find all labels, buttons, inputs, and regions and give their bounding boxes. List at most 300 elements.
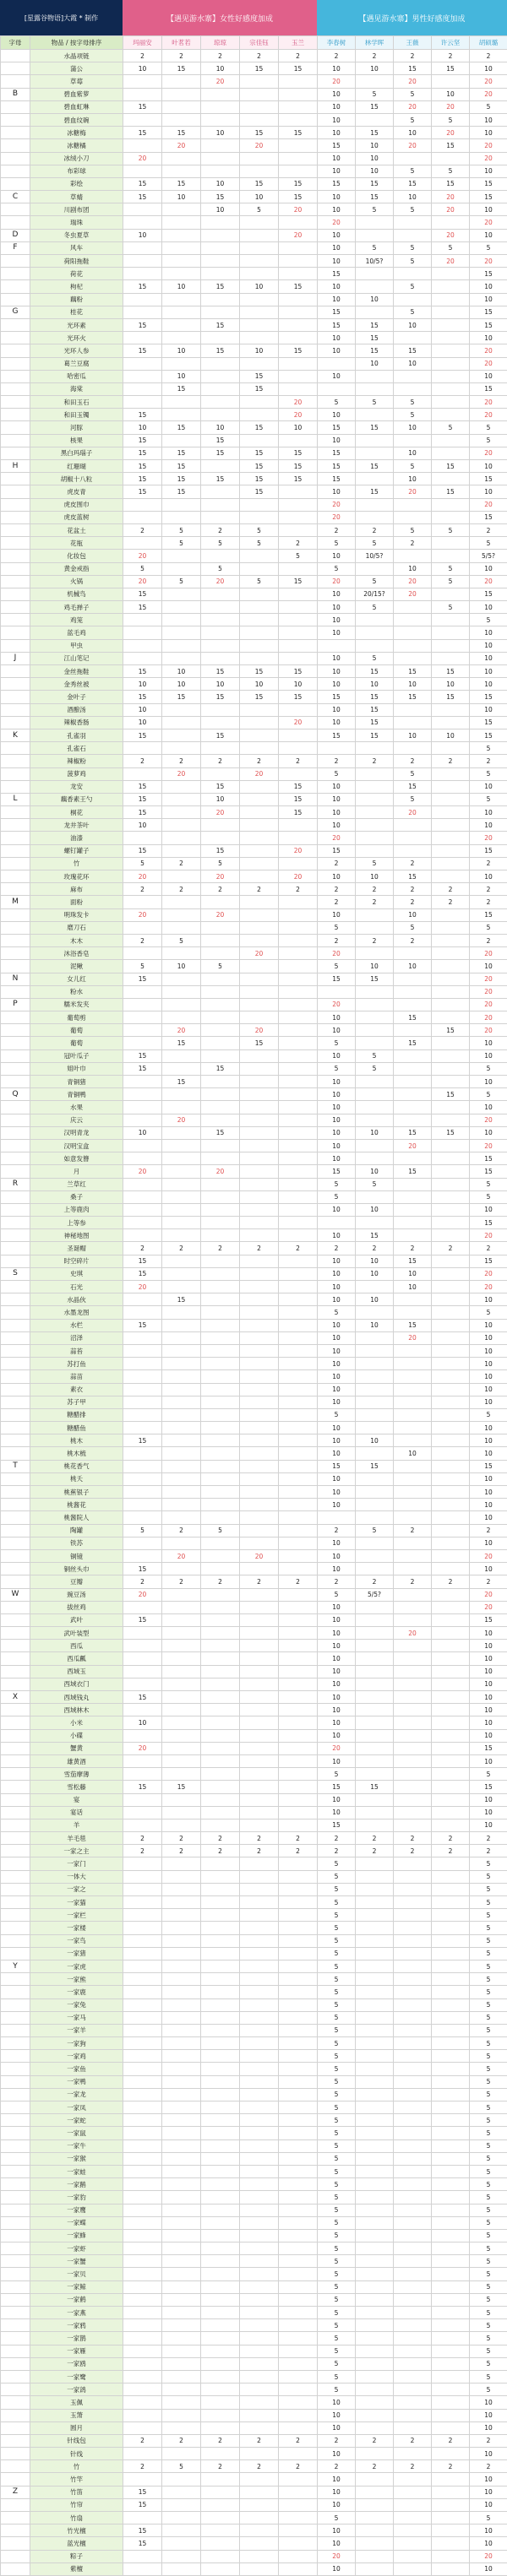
- male-bonus-cell: [394, 1704, 432, 1716]
- male-bonus-cell: [356, 1447, 394, 1460]
- item-name-cell: 月: [30, 1165, 123, 1178]
- female-bonus-cell: 15: [162, 62, 201, 75]
- female-bonus-cell: 15: [123, 127, 162, 139]
- female-bonus-cell: 15: [162, 447, 201, 459]
- female-bonus-cell: 15: [279, 177, 318, 190]
- female-bonus-cell: [201, 1178, 240, 1190]
- table-row: [1, 1190, 507, 1203]
- male-bonus-cell: 5: [318, 1062, 356, 1075]
- male-bonus-cell: 5: [318, 2370, 356, 2383]
- male-column-header: 李春树: [318, 36, 356, 50]
- female-bonus-cell: [279, 2498, 318, 2511]
- letter-cell: [1, 2396, 30, 2409]
- item-name-cell: 黑白玛瑙子: [30, 447, 123, 459]
- female-bonus-cell: [162, 639, 201, 652]
- male-bonus-cell: [432, 1408, 470, 1421]
- letter-cell: [1, 626, 30, 639]
- male-bonus-cell: [394, 1819, 432, 1831]
- male-bonus-cell: 10: [432, 678, 470, 691]
- male-bonus-cell: 5: [318, 1857, 356, 1870]
- table-row: [1, 1344, 507, 1357]
- female-bonus-cell: [123, 1511, 162, 1524]
- item-name-cell: 青铜猪: [30, 1076, 123, 1088]
- male-bonus-cell: [394, 2396, 432, 2409]
- table-row: [1, 1331, 507, 1344]
- table-row: [1, 2409, 507, 2421]
- male-bonus-cell: 5: [470, 2165, 507, 2177]
- male-bonus-cell: 20: [432, 229, 470, 241]
- male-bonus-cell: [356, 434, 394, 447]
- male-bonus-cell: 10/5?: [356, 550, 394, 562]
- male-bonus-cell: 20: [470, 575, 507, 588]
- letter-cell: [1, 1101, 30, 1114]
- male-bonus-cell: 5: [318, 2114, 356, 2127]
- female-bonus-cell: [240, 1588, 279, 1601]
- male-bonus-cell: [432, 1434, 470, 1447]
- male-bonus-cell: 20: [470, 88, 507, 100]
- male-bonus-cell: 2: [432, 2434, 470, 2447]
- item-name-cell: 葡萄剪: [30, 1011, 123, 1024]
- letter-cell: [1, 1511, 30, 1524]
- female-bonus-cell: [240, 2448, 279, 2460]
- male-bonus-cell: [394, 2178, 432, 2191]
- female-bonus-cell: 20: [123, 1281, 162, 1293]
- female-bonus-cell: [279, 1126, 318, 1139]
- table-row: [1, 2448, 507, 2460]
- letter-cell: [1, 1601, 30, 1613]
- male-bonus-cell: [394, 1691, 432, 1704]
- item-name-cell: 石光: [30, 1281, 123, 1293]
- male-bonus-cell: 20: [470, 1229, 507, 1242]
- female-bonus-cell: [162, 2255, 201, 2268]
- male-bonus-cell: [356, 1306, 394, 1319]
- male-bonus-cell: 15: [394, 1037, 432, 1049]
- letter-cell: [1, 2191, 30, 2204]
- male-bonus-cell: 15: [356, 191, 394, 203]
- letter-cell: [1, 165, 30, 177]
- female-bonus-cell: [279, 152, 318, 165]
- female-bonus-cell: [279, 2216, 318, 2229]
- male-bonus-cell: [394, 1742, 432, 1754]
- male-bonus-cell: 10: [318, 1704, 356, 1716]
- table-row: [1, 1383, 507, 1396]
- female-bonus-cell: [162, 793, 201, 805]
- male-bonus-cell: 2: [318, 50, 356, 62]
- female-bonus-cell: [162, 1704, 201, 1716]
- male-bonus-cell: 2: [318, 883, 356, 896]
- female-column-header: 叶茗若: [162, 36, 201, 50]
- male-bonus-cell: 20: [470, 2550, 507, 2562]
- letter-cell: [1, 152, 30, 165]
- female-bonus-cell: 2: [123, 934, 162, 946]
- letter-cell: [1, 1306, 30, 1319]
- female-bonus-cell: [201, 1793, 240, 1806]
- letter-cell: [1, 318, 30, 331]
- male-bonus-cell: 10: [318, 229, 356, 241]
- male-bonus-cell: [394, 2191, 432, 2204]
- female-bonus-cell: [240, 1408, 279, 1421]
- male-bonus-cell: 15: [432, 1024, 470, 1037]
- male-bonus-cell: 15: [470, 1460, 507, 1472]
- female-bonus-cell: [123, 2448, 162, 2460]
- male-bonus-cell: [432, 1986, 470, 1998]
- table-row: [1, 113, 507, 126]
- male-bonus-cell: 20: [394, 588, 432, 600]
- female-bonus-cell: [123, 1408, 162, 1421]
- female-bonus-cell: [279, 1806, 318, 1819]
- male-bonus-cell: 10: [318, 1422, 356, 1434]
- male-bonus-cell: 15: [318, 1460, 356, 1472]
- male-bonus-cell: [394, 1549, 432, 1562]
- table-row: [1, 1934, 507, 1947]
- female-bonus-cell: [240, 2537, 279, 2550]
- female-bonus-cell: [201, 2498, 240, 2511]
- male-bonus-cell: 15: [432, 1088, 470, 1101]
- item-name-cell: 水晶伙: [30, 1293, 123, 1306]
- male-bonus-cell: 10: [470, 1383, 507, 1396]
- male-bonus-cell: [394, 1370, 432, 1383]
- female-bonus-cell: [240, 1691, 279, 1704]
- male-bonus-cell: 5: [470, 2242, 507, 2255]
- female-bonus-cell: [240, 1358, 279, 1370]
- female-bonus-cell: [123, 396, 162, 409]
- male-bonus-cell: [318, 1217, 356, 1229]
- male-bonus-cell: 2: [318, 857, 356, 870]
- male-bonus-cell: [432, 2127, 470, 2139]
- female-bonus-cell: [123, 832, 162, 844]
- male-bonus-cell: 10: [470, 127, 507, 139]
- male-bonus-cell: [432, 857, 470, 870]
- male-bonus-cell: [432, 908, 470, 921]
- female-bonus-cell: [240, 434, 279, 447]
- male-bonus-cell: 10/5?: [356, 255, 394, 268]
- male-bonus-cell: 10: [318, 1076, 356, 1088]
- female-bonus-cell: [123, 1088, 162, 1101]
- female-bonus-cell: [240, 652, 279, 664]
- female-bonus-cell: [162, 1986, 201, 1998]
- male-bonus-cell: 15: [432, 1126, 470, 1139]
- male-bonus-cell: 15: [470, 191, 507, 203]
- male-bonus-cell: [394, 2421, 432, 2434]
- male-bonus-cell: 5: [470, 1306, 507, 1319]
- female-bonus-cell: 15: [162, 177, 201, 190]
- item-name-cell: 一家之: [30, 1883, 123, 1895]
- male-bonus-cell: [394, 2512, 432, 2524]
- letter-cell: [1, 62, 30, 75]
- male-bonus-cell: 20: [470, 216, 507, 229]
- male-bonus-cell: 10: [318, 2421, 356, 2434]
- female-bonus-cell: [279, 960, 318, 973]
- author-banner: [星露谷物语]大霞 * 制作: [0, 0, 123, 35]
- male-bonus-cell: 5: [318, 1037, 356, 1049]
- male-bonus-cell: [356, 511, 394, 523]
- male-bonus-cell: 5: [318, 2024, 356, 2036]
- table-row: [1, 2242, 507, 2255]
- female-bonus-cell: [123, 139, 162, 152]
- letter-cell: [1, 255, 30, 268]
- female-bonus-cell: [240, 1062, 279, 1075]
- female-bonus-cell: 15: [240, 447, 279, 459]
- male-bonus-cell: 10: [470, 1344, 507, 1357]
- male-bonus-cell: 10: [318, 1627, 356, 1640]
- male-bonus-cell: 20: [394, 806, 432, 819]
- male-bonus-cell: [356, 1640, 394, 1652]
- male-bonus-cell: [356, 1742, 394, 1754]
- female-bonus-cell: [240, 1819, 279, 1831]
- male-bonus-cell: 2: [394, 934, 432, 946]
- male-bonus-cell: [356, 2011, 394, 2024]
- male-bonus-cell: [432, 1422, 470, 1434]
- letter-cell: [1, 2524, 30, 2537]
- female-bonus-cell: [279, 626, 318, 639]
- male-bonus-cell: 10: [356, 1267, 394, 1280]
- table-row: [1, 2434, 507, 2447]
- letter-cell: [1, 2152, 30, 2165]
- male-bonus-cell: [394, 2319, 432, 2332]
- female-bonus-cell: [279, 1986, 318, 1998]
- male-bonus-cell: 2: [356, 2460, 394, 2473]
- female-bonus-cell: [240, 1601, 279, 1613]
- male-bonus-cell: [394, 1588, 432, 1601]
- table-row: [1, 1076, 507, 1088]
- male-bonus-cell: 5: [318, 1947, 356, 1960]
- female-bonus-cell: [162, 1691, 201, 1704]
- male-bonus-cell: 15: [356, 1460, 394, 1472]
- female-bonus-cell: [162, 1062, 201, 1075]
- female-bonus-cell: [279, 1165, 318, 1178]
- letter-cell: [1, 1998, 30, 2011]
- female-bonus-cell: [279, 1640, 318, 1652]
- male-bonus-cell: 15: [318, 447, 356, 459]
- female-bonus-cell: [201, 1024, 240, 1037]
- male-bonus-cell: [432, 1037, 470, 1049]
- male-bonus-cell: 2: [394, 1845, 432, 1857]
- male-bonus-cell: 15: [356, 127, 394, 139]
- female-bonus-cell: [279, 2101, 318, 2114]
- item-name-cell: 糯米发夹: [30, 998, 123, 1011]
- female-bonus-cell: [279, 1537, 318, 1549]
- female-bonus-cell: 20: [279, 203, 318, 216]
- female-bonus-cell: [201, 511, 240, 523]
- letter-cell: [1, 511, 30, 523]
- table-row: [1, 2024, 507, 2036]
- male-bonus-cell: [394, 998, 432, 1011]
- male-bonus-cell: 20: [432, 255, 470, 268]
- male-bonus-cell: 2: [470, 896, 507, 908]
- male-bonus-cell: [394, 2370, 432, 2383]
- item-name-cell: 川剧布团: [30, 203, 123, 216]
- male-bonus-cell: [432, 844, 470, 857]
- female-bonus-cell: [162, 1627, 201, 1640]
- female-bonus-cell: [201, 306, 240, 318]
- female-bonus-cell: [162, 2191, 201, 2204]
- male-bonus-cell: 15: [470, 844, 507, 857]
- female-bonus-cell: 15: [123, 1062, 162, 1075]
- female-bonus-cell: [201, 113, 240, 126]
- male-bonus-cell: 10: [318, 1652, 356, 1665]
- female-bonus-cell: 15: [123, 691, 162, 703]
- female-bonus-cell: [162, 498, 201, 511]
- male-bonus-cell: [394, 1434, 432, 1447]
- female-bonus-cell: 20: [240, 1024, 279, 1037]
- letter-cell: [1, 1704, 30, 1716]
- female-bonus-cell: [279, 832, 318, 844]
- female-bonus-cell: [162, 1768, 201, 1781]
- female-bonus-cell: [240, 2011, 279, 2024]
- female-bonus-cell: [201, 1998, 240, 2011]
- female-bonus-cell: [123, 1549, 162, 1562]
- female-bonus-cell: [240, 793, 279, 805]
- female-bonus-cell: [279, 1293, 318, 1306]
- male-bonus-cell: 10: [356, 357, 394, 370]
- female-bonus-cell: 5: [240, 203, 279, 216]
- male-bonus-cell: 10: [318, 152, 356, 165]
- letter-cell: [1, 665, 30, 678]
- male-bonus-cell: [432, 1806, 470, 1819]
- female-bonus-cell: [201, 2114, 240, 2127]
- letter-cell: [1, 523, 30, 536]
- table-row: [1, 2473, 507, 2486]
- item-name-cell: 水晶项链: [30, 50, 123, 62]
- item-name-cell: 一家鼠: [30, 2127, 123, 2139]
- male-bonus-cell: 10: [432, 729, 470, 741]
- table-header-banner: [0, 0, 507, 35]
- item-name-cell: 藕粉: [30, 293, 123, 306]
- female-bonus-cell: [162, 614, 201, 626]
- male-bonus-cell: [432, 1217, 470, 1229]
- female-bonus-cell: [240, 1742, 279, 1754]
- table-row: [1, 1742, 507, 1754]
- female-bonus-cell: [279, 1076, 318, 1088]
- male-bonus-cell: 10: [318, 1665, 356, 1678]
- male-bonus-cell: 10: [318, 1729, 356, 1742]
- female-bonus-cell: [123, 1640, 162, 1652]
- table-row: [1, 819, 507, 832]
- female-bonus-cell: [240, 742, 279, 755]
- female-bonus-cell: [162, 1857, 201, 1870]
- female-bonus-cell: [279, 947, 318, 960]
- male-bonus-cell: [356, 447, 394, 459]
- letter-cell: [1, 755, 30, 767]
- letter-cell: [1, 485, 30, 498]
- male-bonus-cell: [394, 1665, 432, 1678]
- male-bonus-cell: [432, 2537, 470, 2550]
- letter-cell: [1, 614, 30, 626]
- female-bonus-cell: [123, 216, 162, 229]
- letter-cell: [1, 2063, 30, 2075]
- male-bonus-cell: [394, 1499, 432, 1511]
- male-bonus-cell: [356, 1947, 394, 1960]
- table-row: [1, 88, 507, 100]
- item-name-cell: 藕香素王勺: [30, 793, 123, 805]
- female-bonus-cell: [162, 1396, 201, 1408]
- female-bonus-cell: [162, 1922, 201, 1934]
- female-bonus-cell: [162, 2037, 201, 2050]
- male-bonus-cell: [432, 1934, 470, 1947]
- male-bonus-cell: 5: [394, 523, 432, 536]
- male-bonus-cell: [318, 985, 356, 998]
- female-bonus-cell: [240, 396, 279, 409]
- male-bonus-cell: 10: [318, 409, 356, 421]
- male-bonus-cell: 10: [318, 127, 356, 139]
- female-bonus-cell: [123, 1665, 162, 1678]
- female-bonus-cell: [201, 626, 240, 639]
- female-bonus-cell: 2: [162, 883, 201, 896]
- female-bonus-cell: [240, 1627, 279, 1640]
- female-bonus-cell: 15: [123, 191, 162, 203]
- male-bonus-cell: [356, 767, 394, 780]
- female-bonus-cell: [201, 241, 240, 254]
- item-name-cell: 一家鸭: [30, 2075, 123, 2088]
- male-bonus-cell: 10: [318, 1678, 356, 1690]
- male-bonus-cell: 2: [356, 755, 394, 767]
- female-bonus-cell: [279, 2127, 318, 2139]
- female-bonus-cell: [123, 1973, 162, 1986]
- letter-cell: [1, 1076, 30, 1088]
- male-bonus-cell: 5: [318, 2152, 356, 2165]
- female-bonus-cell: 2: [240, 755, 279, 767]
- male-bonus-cell: 2: [470, 1575, 507, 1588]
- letter-cell: [1, 2332, 30, 2345]
- male-bonus-cell: [432, 1511, 470, 1524]
- female-bonus-cell: 2: [279, 2460, 318, 2473]
- letter-cell: [1, 691, 30, 703]
- male-bonus-cell: 5: [318, 1870, 356, 1883]
- male-bonus-cell: 10: [470, 1319, 507, 1331]
- item-name-cell: 磨刀石: [30, 921, 123, 934]
- item-name-cell: 虎皮蓝树: [30, 511, 123, 523]
- female-bonus-cell: [123, 639, 162, 652]
- female-bonus-cell: 20: [123, 152, 162, 165]
- female-bonus-cell: [240, 1640, 279, 1652]
- table-row: [1, 755, 507, 767]
- male-bonus-cell: [394, 1024, 432, 1037]
- female-bonus-cell: [279, 370, 318, 382]
- female-bonus-cell: 2: [162, 755, 201, 767]
- male-bonus-cell: 5: [318, 2255, 356, 2268]
- male-bonus-cell: [356, 2473, 394, 2486]
- male-bonus-cell: 5: [470, 1947, 507, 1960]
- item-name-cell: 铁苏: [30, 1537, 123, 1549]
- item-name-cell: 素衣: [30, 1383, 123, 1396]
- male-bonus-cell: 5: [394, 203, 432, 216]
- female-bonus-cell: [240, 306, 279, 318]
- male-bonus-cell: 10: [318, 62, 356, 75]
- female-bonus-cell: [201, 1652, 240, 1665]
- female-bonus-cell: 2: [123, 1575, 162, 1588]
- male-bonus-cell: [356, 1472, 394, 1485]
- table-row: [1, 1165, 507, 1178]
- male-bonus-cell: 5: [470, 1934, 507, 1947]
- female-bonus-cell: [279, 1358, 318, 1370]
- table-row: [1, 50, 507, 62]
- male-bonus-cell: [432, 1319, 470, 1331]
- male-bonus-cell: 10: [318, 1126, 356, 1139]
- item-name-cell: 海棠: [30, 382, 123, 395]
- male-bonus-cell: [432, 1742, 470, 1754]
- female-bonus-cell: [240, 2498, 279, 2511]
- male-bonus-cell: [432, 357, 470, 370]
- male-bonus-cell: [356, 1358, 394, 1370]
- female-bonus-cell: [201, 896, 240, 908]
- female-bonus-cell: [123, 1678, 162, 1690]
- female-bonus-cell: [162, 1126, 201, 1139]
- female-bonus-cell: [162, 1934, 201, 1947]
- item-name-cell: 玉佩: [30, 2396, 123, 2409]
- female-bonus-cell: [162, 1652, 201, 1665]
- male-bonus-cell: 20: [470, 139, 507, 152]
- table-row: [1, 344, 507, 357]
